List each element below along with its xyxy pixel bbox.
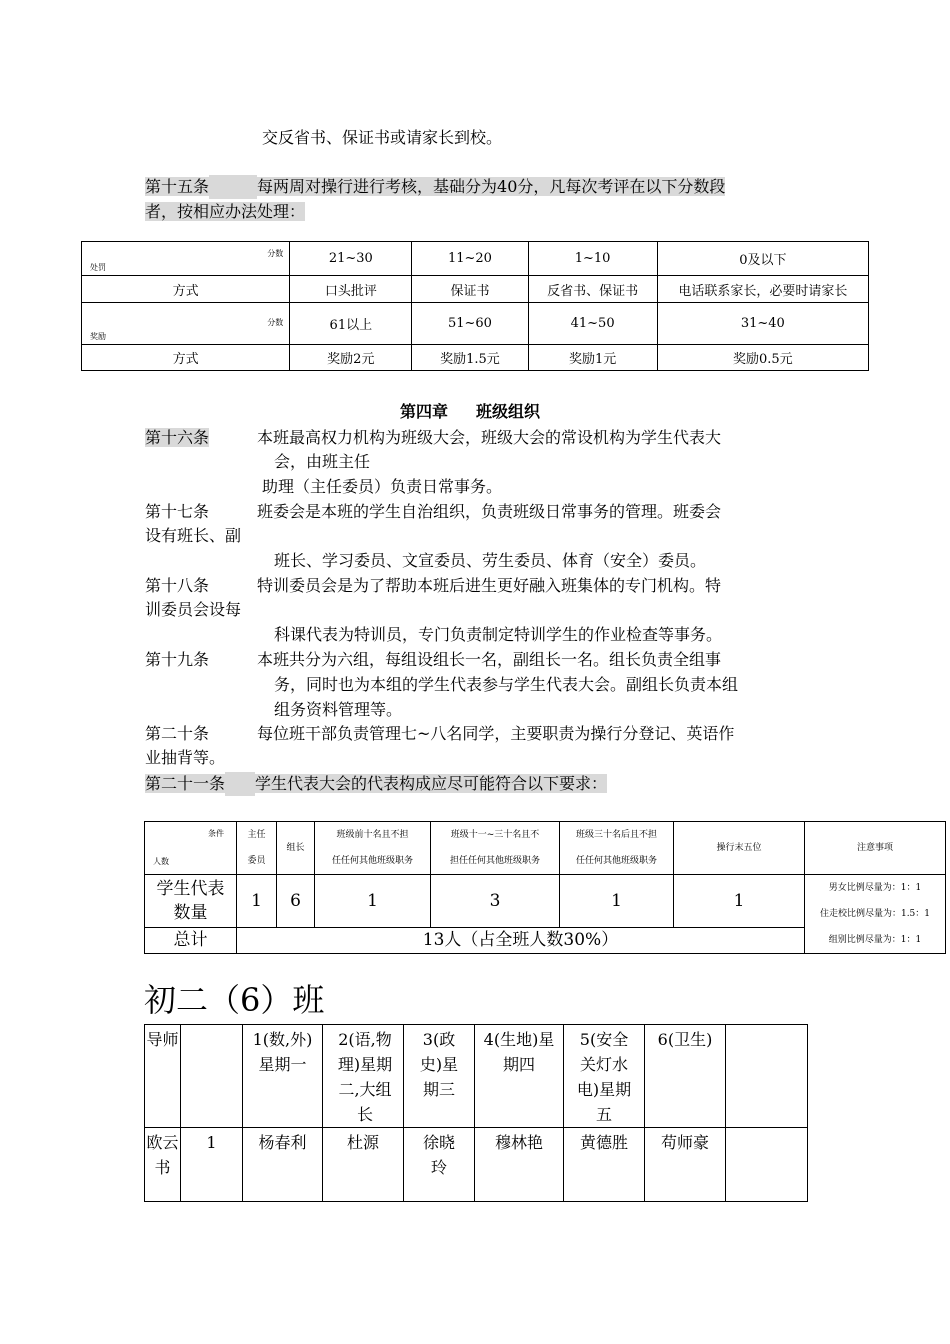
article-16-text: 本班最高权力机构为班级大会，班级大会的常设机构为学生代表大: [257, 428, 722, 447]
diagonal-header-cell: [145, 822, 237, 875]
article-18-line1: [145, 574, 721, 598]
article-19-line1: [145, 648, 721, 672]
article-20-line1: [145, 722, 734, 746]
row-label-line2: 数量: [173, 902, 208, 923]
note-group: 组别比例尽量为：1：1: [828, 935, 922, 945]
table-row: [145, 822, 946, 875]
table-cell: 1~10: [528, 242, 657, 276]
table-cell: 6: [277, 875, 315, 928]
table-row: [82, 345, 869, 371]
table-cell: 41~50: [528, 303, 657, 345]
corner-condition-label: 条件: [208, 829, 224, 838]
header-director-line1: 主任: [247, 830, 266, 840]
table-row: [82, 276, 869, 303]
header-low-line1: 班级三十名后且不担: [575, 830, 657, 840]
article-18-text: 特训委员会是为了帮助本班后进生更好融入班集体的专门机构。特: [257, 576, 722, 595]
article-18-label: 第十八条: [145, 576, 210, 595]
article-17-line2: 设有班长、副: [145, 526, 242, 545]
table-cell: 穆林艳: [475, 1128, 564, 1202]
table-cell: 奖励0.5元: [657, 345, 868, 371]
table-row: [82, 242, 869, 276]
header-cell: [315, 822, 431, 875]
header-cell: 5(安全关灯水电)星期五: [564, 1025, 645, 1128]
corner-score-label: 分数: [267, 249, 284, 258]
table-cell: 杜源: [323, 1128, 404, 1202]
table-cell: 1: [181, 1128, 243, 1202]
header-cell: 3(政史)星期三: [404, 1025, 475, 1128]
article-20-label: 第二十条: [145, 724, 210, 743]
corner-count-label: 人数: [153, 857, 169, 866]
article-17-text: 班委会是本班的学生自治组织，负责班级日常事务的管理。班委会: [257, 502, 722, 521]
article-19-line3: 组务资料管理等。: [274, 700, 403, 719]
corner-score-label: 分数: [267, 318, 284, 327]
article-17-line1: [145, 500, 721, 524]
article-21-label: 第二十一条: [145, 774, 226, 793]
table-row: [145, 875, 946, 928]
class-title: 初二（6）班: [144, 981, 325, 1019]
header-mid-line1: 班级十一~三十名且不: [450, 830, 540, 840]
article-15-line2: [145, 200, 305, 224]
row-label-line1: 学生代表: [156, 878, 225, 899]
header-cell: 组长: [277, 822, 315, 875]
table-cell: 奖励1元: [528, 345, 657, 371]
mentor-table: [144, 1024, 808, 1202]
header-cell: 1(数,外)星期一: [243, 1025, 323, 1128]
chapter-title: 班级组织: [476, 402, 541, 421]
header-low-line2: 任任何其他班级职务: [575, 856, 657, 866]
article-16-line2: 会，由班主任: [274, 452, 371, 471]
header-cell: 4(生地)星期四: [475, 1025, 564, 1128]
table-cell: 1: [315, 875, 431, 928]
table-cell: 欧云书: [145, 1128, 181, 1202]
article-21-text: 学生代表大会的代表构成应尽可能符合以下要求：: [255, 774, 608, 793]
header-cell: 注意事项: [805, 822, 946, 875]
representative-table: [144, 821, 946, 954]
header-cell: [431, 822, 560, 875]
note-gender: 男女比例尽量为：1：1: [828, 883, 922, 893]
table-row: [145, 1025, 808, 1128]
conduct-score-table: [81, 241, 869, 371]
total-value: 13人（占全班人数30%）: [237, 927, 805, 953]
table-cell: 徐晓玲: [404, 1128, 475, 1202]
table-row: [145, 1128, 808, 1202]
notes-cell: [805, 875, 946, 954]
row-label: [145, 875, 237, 928]
article-15-text1: 每两周对操行进行考核，基础分为40分，凡每次考评在以下分数段: [257, 177, 726, 196]
row-label: 方式: [82, 276, 290, 303]
article-18-line3: 科课代表为特训员，专门负责制定特训学生的作业检查等事务。: [274, 625, 723, 644]
table-cell: 3: [431, 875, 560, 928]
table-cell: 苟师豪: [645, 1128, 726, 1202]
header-cell: 6(卫生): [645, 1025, 726, 1128]
article-17-label: 第十七条: [145, 502, 210, 521]
header-cell: [726, 1025, 808, 1128]
table-cell: 1: [237, 875, 277, 928]
table-cell: 奖励1.5元: [412, 345, 528, 371]
article-20-line2: 业抽背等。: [145, 748, 226, 767]
table-cell: [726, 1128, 808, 1202]
article-15-line1: [145, 175, 725, 199]
article-15-label: 第十五条: [145, 177, 210, 196]
table-row: [82, 303, 869, 345]
header-cell: [560, 822, 674, 875]
continued-text: 交反省书、保证书或请家长到校。: [262, 128, 503, 147]
table-cell: 1: [674, 875, 805, 928]
header-top10-line1: 班级前十名且不担: [336, 830, 409, 840]
article-16-line3: 助理（主任委员）负责日常事务。: [262, 477, 503, 496]
header-cell: 导师: [145, 1025, 181, 1128]
table-cell: 保证书: [412, 276, 528, 303]
article-15-text2: 者，按相应办法处理：: [145, 202, 306, 221]
table-cell: 1: [560, 875, 674, 928]
table-cell: 0及以下: [657, 242, 868, 276]
table-cell: 11~20: [412, 242, 528, 276]
diagonal-header-cell: [82, 242, 290, 276]
chapter-heading: [400, 400, 540, 424]
table-cell: 31~40: [657, 303, 868, 345]
table-cell: 51~60: [412, 303, 528, 345]
corner-punish-label: 处罚: [90, 263, 106, 272]
total-label: 总计: [145, 927, 237, 953]
header-director-line2: 委员: [247, 856, 266, 866]
diagonal-header-cell: [82, 303, 290, 345]
table-cell: 口头批评: [290, 276, 412, 303]
article-16-line1: [145, 426, 721, 450]
header-cell: [237, 822, 277, 875]
header-cell: 2(语,物理)星期二,大组长: [323, 1025, 404, 1128]
article-19-label: 第十九条: [145, 650, 210, 669]
corner-reward-label: 奖励: [90, 332, 106, 341]
header-cell: [181, 1025, 243, 1128]
header-cell: 操行末五位: [674, 822, 805, 875]
article-17-line3: 班长、学习委员、文宣委员、劳生委员、体育（安全）委员。: [274, 551, 707, 570]
header-top10-line2: 任任何其他班级职务: [331, 856, 413, 866]
table-cell: 杨春利: [243, 1128, 323, 1202]
table-cell: 61以上: [290, 303, 412, 345]
article-19-text: 本班共分为六组，每组设组长一名，副组长一名。组长负责全组事: [257, 650, 722, 669]
article-16-label: 第十六条: [145, 428, 210, 447]
table-cell: 反省书、保证书: [528, 276, 657, 303]
table-cell: 电话联系家长，必要时请家长: [657, 276, 868, 303]
note-boarding: 住走校比例尽量为：1.5：1: [819, 909, 931, 919]
article-20-text: 每位班干部负责管理七~八名同学，主要职责为操行分登记、英语作: [257, 724, 735, 743]
table-cell: 黄德胜: [564, 1128, 645, 1202]
table-cell: 奖励2元: [290, 345, 412, 371]
row-label: 方式: [82, 345, 290, 371]
article-18-line2: 训委员会设每: [145, 600, 242, 619]
article-19-line2: 务，同时也为本组的学生代表参与学生代表大会。副组长负责本组: [274, 675, 739, 694]
chapter-number: 第四章: [400, 402, 449, 421]
header-mid-line2: 担任任何其他班级职务: [449, 856, 540, 866]
table-cell: 21~30: [290, 242, 412, 276]
article-21-line1: [145, 772, 607, 796]
